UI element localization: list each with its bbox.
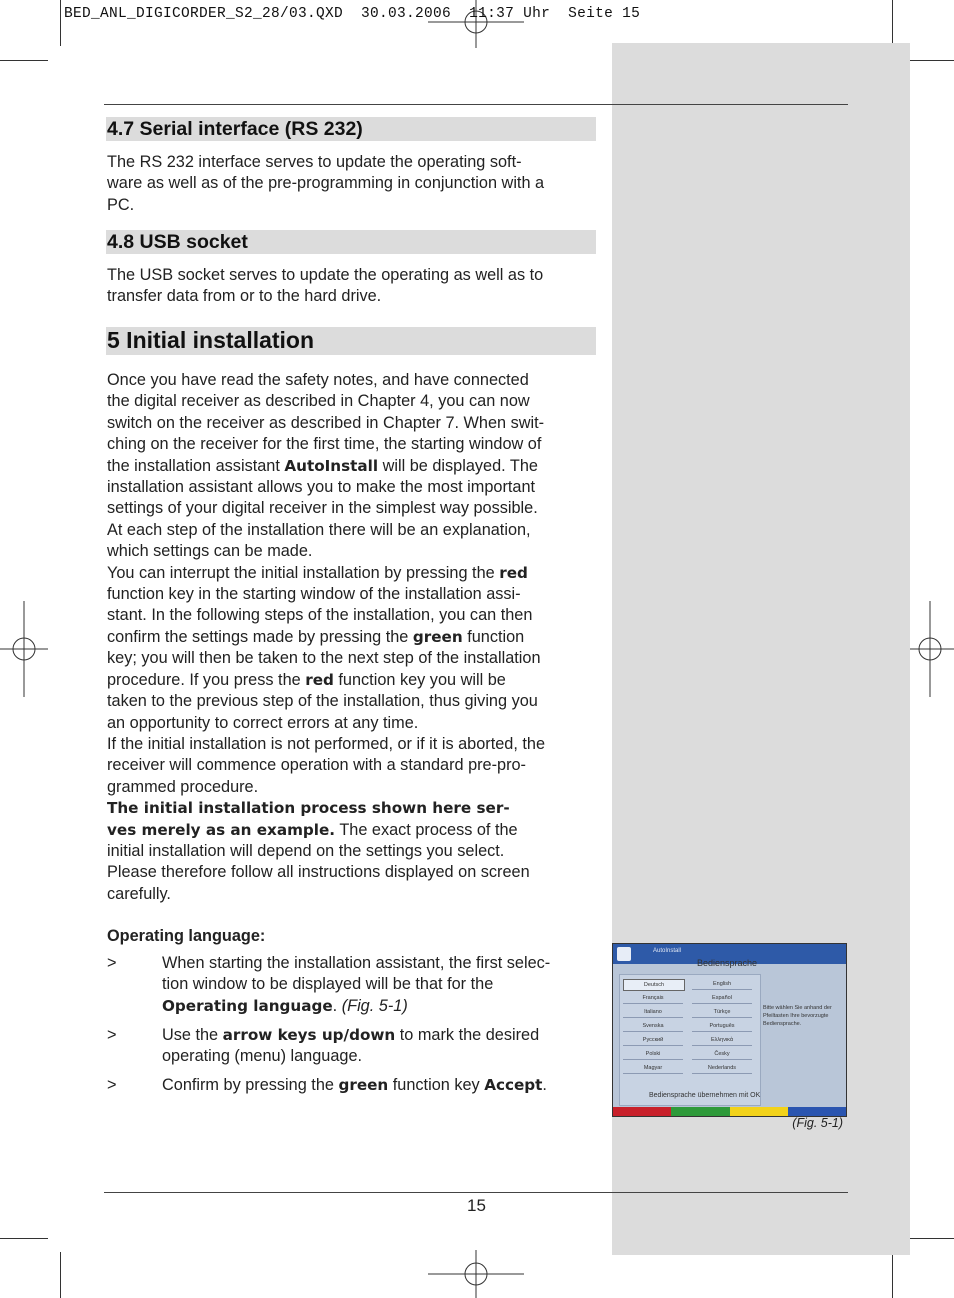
help-text: Bitte wählen Sie anhand der Pfeiltasten Ihre bevorzugte Bediensprache. <box>763 1005 832 1027</box>
crop-mark <box>906 60 954 61</box>
text-line: PC. <box>107 195 135 214</box>
text-line: initial installation will depend on the settings you select. <box>107 841 505 860</box>
figure-reference: (Fig. 5-1) <box>341 996 408 1015</box>
language-option[interactable]: Svenska <box>623 1021 683 1032</box>
text-line: settings of your digital receiver in the simplest way possible. <box>107 499 538 518</box>
usb-paragraph <box>107 265 597 308</box>
figure-screenshot <box>612 943 847 1117</box>
list-item <box>162 953 602 1017</box>
language-option[interactable]: Français <box>623 993 683 1004</box>
text-line: function key in the starting window of the installation assi- <box>107 585 521 604</box>
text-run: to mark the desired <box>395 1026 540 1044</box>
registration-mark-left <box>0 601 48 697</box>
red-key[interactable] <box>613 1107 671 1116</box>
function-key-bar <box>613 1107 846 1116</box>
text-line: Once you have read the safety notes, and have connected <box>107 371 529 389</box>
figure-caption: (Fig. 5-1) <box>792 1116 843 1130</box>
text-line <box>162 1025 602 1046</box>
list-marker: > <box>107 1026 117 1044</box>
language-option[interactable]: English <box>692 979 752 990</box>
text-line: installation assistant allows you to make the most important <box>107 478 536 497</box>
text-line: taken to the previous step of the installation, thus giving you <box>107 692 538 711</box>
text-run: the installation assistant <box>107 456 285 475</box>
crop-mark <box>60 0 61 46</box>
text-line: switch on the receiver as described in Chapter 7. When swit- <box>107 413 545 432</box>
text-run: . <box>332 996 342 1015</box>
language-option[interactable]: Português <box>692 1021 752 1032</box>
crop-mark <box>892 0 893 46</box>
print-header: BED_ANL_DIGICORDER_S2_28/03.QXD 30.03.2006 11:37 Uhr Seite 15 <box>64 6 641 22</box>
text-line: the digital receiver as described in Chapter 4, you can now <box>107 392 530 411</box>
text-line: stant. In the following steps of the installation, you can then <box>107 606 533 625</box>
crop-mark <box>906 1238 954 1239</box>
section-heading-serial <box>106 117 596 141</box>
language-list-panel <box>619 974 761 1106</box>
text-run: procedure. If you press the <box>107 670 306 689</box>
section-heading-usb <box>106 230 596 254</box>
text-run: Confirm by pressing the <box>162 1076 339 1094</box>
text-line: an opportunity to correct errors at any time. <box>107 713 419 732</box>
text-line: Please therefore follow all instructions displayed on screen <box>107 863 530 882</box>
language-option[interactable]: Türkçe <box>692 1007 752 1018</box>
language-option[interactable]: Magyar <box>623 1063 683 1074</box>
text-run: confirm the settings made by pressing the <box>107 627 413 646</box>
crop-mark <box>0 1238 48 1239</box>
bottom-rule <box>104 1192 848 1193</box>
text-run: You can interrupt the initial installation by pressing the <box>107 563 500 582</box>
bold-term: red <box>499 563 528 582</box>
list-item <box>162 1025 602 1068</box>
list-marker: > <box>107 954 117 972</box>
text-run: . <box>542 1076 547 1094</box>
text-run: function <box>462 627 525 646</box>
language-option[interactable]: Česky <box>692 1049 752 1060</box>
text-run: will be displayed. The <box>378 456 538 475</box>
language-option[interactable]: Polski <box>623 1049 683 1060</box>
registration-mark-right <box>906 601 954 697</box>
bold-term: green <box>338 1076 389 1094</box>
green-key[interactable] <box>671 1107 729 1116</box>
subheading-operating-language: Operating language: <box>107 927 266 945</box>
bold-term: ves merely as an example. <box>107 820 336 839</box>
text-line <box>162 996 602 1017</box>
registration-mark-bottom <box>428 1250 524 1298</box>
section-title: 4.8 USB socket <box>107 231 248 253</box>
section-heading-initial <box>106 327 596 355</box>
section-title: 5 Initial installation <box>107 327 315 353</box>
language-option[interactable]: Ελληνικά <box>692 1035 752 1046</box>
text-line: which settings can be made. <box>107 542 313 561</box>
list-marker: > <box>107 1076 117 1094</box>
initial-paragraph <box>107 370 597 905</box>
bold-term: Operating language <box>162 996 333 1015</box>
text-run: function key you will be <box>333 670 506 689</box>
bold-term: red <box>305 670 334 689</box>
crop-mark <box>0 60 48 61</box>
text-line: ching on the receiver for the first time, the starting window of <box>107 435 542 454</box>
text-line <box>107 798 597 819</box>
window-title: AutoInstall <box>653 948 682 954</box>
list-item <box>162 1075 598 1096</box>
text-line <box>162 1075 598 1096</box>
text-line: tion window to be displayed will be that for the <box>162 975 494 994</box>
bold-term: Accept <box>484 1076 543 1094</box>
text-line: key; you will then be taken to the next step of the installation <box>107 649 541 668</box>
status-line: Bediensprache übernehmen mit OK <box>649 1092 761 1099</box>
text-run: The exact process of the <box>335 820 518 839</box>
page-number: 15 <box>467 1196 486 1215</box>
text-line: If the initial installation is not performed, or if it is aborted, the <box>107 734 546 753</box>
language-option[interactable]: Español <box>692 993 752 1004</box>
text-line: ware as well as of the pre-programming in conjunction with a <box>107 174 545 193</box>
language-option[interactable]: Nederlands <box>692 1063 752 1074</box>
text-line <box>107 670 597 691</box>
bold-term: AutoInstall <box>284 456 379 475</box>
text-line: transfer data from or to the hard drive. <box>107 287 382 306</box>
crop-mark <box>60 1252 61 1298</box>
text-line: The USB socket serves to update the operating as well as to <box>107 266 544 284</box>
yellow-key[interactable] <box>730 1107 788 1116</box>
bold-term: green <box>412 627 463 646</box>
text-run: function key <box>388 1076 485 1094</box>
text-line <box>107 627 597 648</box>
language-option[interactable]: Italiano <box>623 1007 683 1018</box>
text-line: operating (menu) language. <box>162 1047 363 1066</box>
language-option[interactable]: Русский <box>623 1035 683 1046</box>
screen-heading: Bediensprache <box>697 958 758 968</box>
text-run: Use the <box>162 1026 223 1044</box>
text-line: At each step of the installation there will be an explanation, <box>107 520 531 539</box>
text-line: receiver will commence operation with a standard pre-pro- <box>107 756 526 775</box>
bold-term: The initial installation process shown here ser- <box>107 799 510 818</box>
text-line: carefully. <box>107 884 171 903</box>
top-rule <box>104 104 848 105</box>
crop-mark <box>892 1252 893 1298</box>
section-title: 4.7 Serial interface (RS 232) <box>107 118 363 140</box>
text-line: The RS 232 interface serves to update the operating soft- <box>107 153 522 171</box>
blue-key[interactable] <box>788 1107 846 1116</box>
text-line: When starting the installation assistant, the first selec- <box>162 954 551 972</box>
text-line: grammed procedure. <box>107 777 259 796</box>
app-logo-icon <box>617 947 631 961</box>
bold-term: arrow keys up/down <box>222 1026 396 1044</box>
text-line <box>107 563 597 584</box>
text-line <box>107 820 597 841</box>
serial-paragraph <box>107 152 597 216</box>
text-line <box>107 456 597 477</box>
language-option[interactable]: Deutsch <box>623 979 685 991</box>
